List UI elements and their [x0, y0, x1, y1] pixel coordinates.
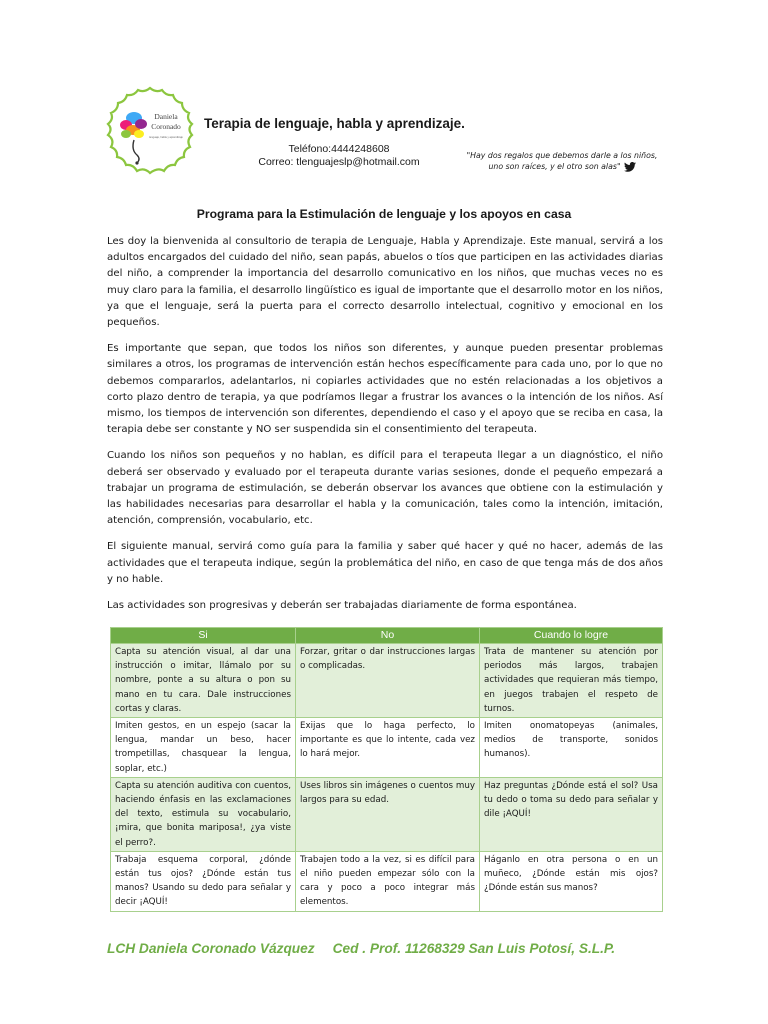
- paragraph-welcome: Les doy la bienvenida al consultorio de terapia de Lenguaje, Habla y Aprendizaje. Este manual, servirá a los adultos encargados del cuidado del niño, sean papás, abuelos o tíos que participen en las actividades diarias del niño, a comprender la importancia del desarrollo comunicativo en los niños, que muchas veces no es muy claro para la familia, el desarrollo lingüístico es igual de importante que el desarrollo motor en los niños, ya que el lenguaje, será la puerta para el correcto desarrollo intelectual, cognitivo y emocional en los pequeños.: [107, 236, 663, 329]
- paragraph-differences: Es importante que sepan, que todos los niños son diferentes, y aunque pueden presentar problemas similares a otros, los programas de intervención están hechos específicamente para cada uno, por lo que no debemos compararlos, adelantarlos, ni copiarles actividades que no estén relacionadas a los objetivos a corto plazo dentro de terapia, ya que podríamos llegar a frustrar los avances o la intención de los niños. Así mismo, los tiempos de intervención son diferentes, dependiendo el caso y el apoyo que se reciba en casa, la terapia debe ser constante y NO ser suspendida sin el consentimiento del terapeuta.: [107, 343, 663, 436]
- logo-tagline: lenguaje, habla y aprendizaje: [149, 136, 183, 139]
- activities-table: [110, 627, 663, 912]
- table-cell: Capta su atención auditiva con cuentos, haciendo énfasis en las exclamaciones del texto, estimula su vocabulario, ¡mira, que bonita mariposa!, ¿ya viste el perro?.: [111, 777, 296, 851]
- table-row: [111, 777, 663, 851]
- table-row: [111, 644, 663, 718]
- logo-badge: [104, 85, 196, 177]
- footer-credentials: Ced . Prof. 11268329 San Luis Potosí, S.L.P.: [332, 941, 616, 956]
- quote-line-1: "Hay dos regalos que debemos darle a los niños,: [466, 151, 658, 160]
- table-cell: Capta su atención visual, al dar una instrucción o imitar, llámalo por su nombre, ponte a su altura o pon su mano en tu cara. Dale instrucciones cortas y claras.: [111, 644, 296, 718]
- phone-number: Teléfono:4444248608: [288, 143, 390, 155]
- column-header-cuando: Cuando lo logre: [480, 628, 663, 644]
- table-row: [111, 718, 663, 778]
- table-cell: Forzar, gritar o dar instrucciones largas o complicadas.: [296, 644, 480, 718]
- table-row: [111, 851, 663, 911]
- table-header-row: [111, 628, 663, 644]
- table-cell: Imiten onomatopeyas (animales, medios de transporte, sonidos humanos).: [480, 718, 663, 778]
- table-cell: Haz preguntas ¿Dónde está el sol? Usa tu dedo o toma su dedo para señalar y dile ¡AQUÍ!: [480, 777, 663, 851]
- paragraph-guide: El siguiente manual, servirá como guía para la familia y saber qué hacer y qué no hacer, además de las actividades que el terapeuta indique, según la problemática del niño, en caso de que tenga más de dos años y no hable.: [107, 541, 663, 585]
- twitter-bird-icon: [624, 162, 636, 172]
- header-quote: [452, 150, 672, 172]
- table-cell: Uses libros sin imágenes o cuentos muy largos para su edad.: [296, 777, 480, 851]
- footer-name: LCH Daniela Coronado Vázquez: [107, 941, 315, 956]
- table-cell: Imiten gestos, en un espejo (sacar la lengua, mandar un beso, hacer trompetillas, chasquear la lengua, soplar, etc.): [111, 718, 296, 778]
- brain-logo-icon: [104, 85, 196, 177]
- header-title: Terapia de lenguaje, habla y aprendizaje.: [204, 116, 465, 131]
- document-title: Programa para la Estimulación de lenguaje y los apoyos en casa: [196, 207, 572, 221]
- table-cell: Trabajen todo a la vez, si es difícil para el niño pueden empezar sólo con la cara y poco a poco integrar más elementos.: [296, 851, 480, 911]
- table-cell: Trabaja esquema corporal, ¿dónde están tus ojos? ¿Dónde están tus manos? Usando su dedo para señalar y decir ¡AQUÍ!: [111, 851, 296, 911]
- table-cell: Exijas que lo haga perfecto, lo importante es que lo intente, cada vez lo hará mejor.: [296, 718, 480, 778]
- table-cell: Trata de mantener su atención por periodos más largos, trabajen actividades que requieran más tiempo, en juegos trabajen el respeto de turnos.: [480, 644, 663, 718]
- paragraph-diagnosis: Cuando los niños son pequeños y no hablan, es difícil para el terapeuta llegar a un diagnóstico, el niño deberá ser observado y evaluado por el terapeuta durante varias sesiones, donde el pequeño empezará a trabajar un programa de estimulación, se deberán observar los avances que obtiene con la estimulación y las habilidades necesarias para desarrollar el habla y la comunicación, tales como la intención, imitación, atención, comprensión, vocabulario, etc.: [107, 450, 663, 527]
- footer: [107, 941, 615, 956]
- quote-line-2: uno son raíces, y el otro son alas": [488, 162, 621, 171]
- paragraph-activities: Las actividades son progresivas y deberán ser trabajadas diariamente de forma espontánea.: [107, 600, 577, 612]
- logo-name: Daniela: [154, 112, 178, 121]
- quote-line-2-wrap: [452, 161, 672, 172]
- logo-surname: Coronado: [151, 122, 181, 131]
- column-header-si: Si: [111, 628, 296, 644]
- table-cell: Háganlo en otra persona o en un muñeco, ¿Dónde están mis ojos? ¿Dónde están sus manos?: [480, 851, 663, 911]
- email-address: Correo: tlenguajeslp@hotmail.com: [258, 156, 420, 168]
- contact-info: [254, 143, 424, 169]
- document-body: [107, 234, 663, 614]
- column-header-no: No: [296, 628, 480, 644]
